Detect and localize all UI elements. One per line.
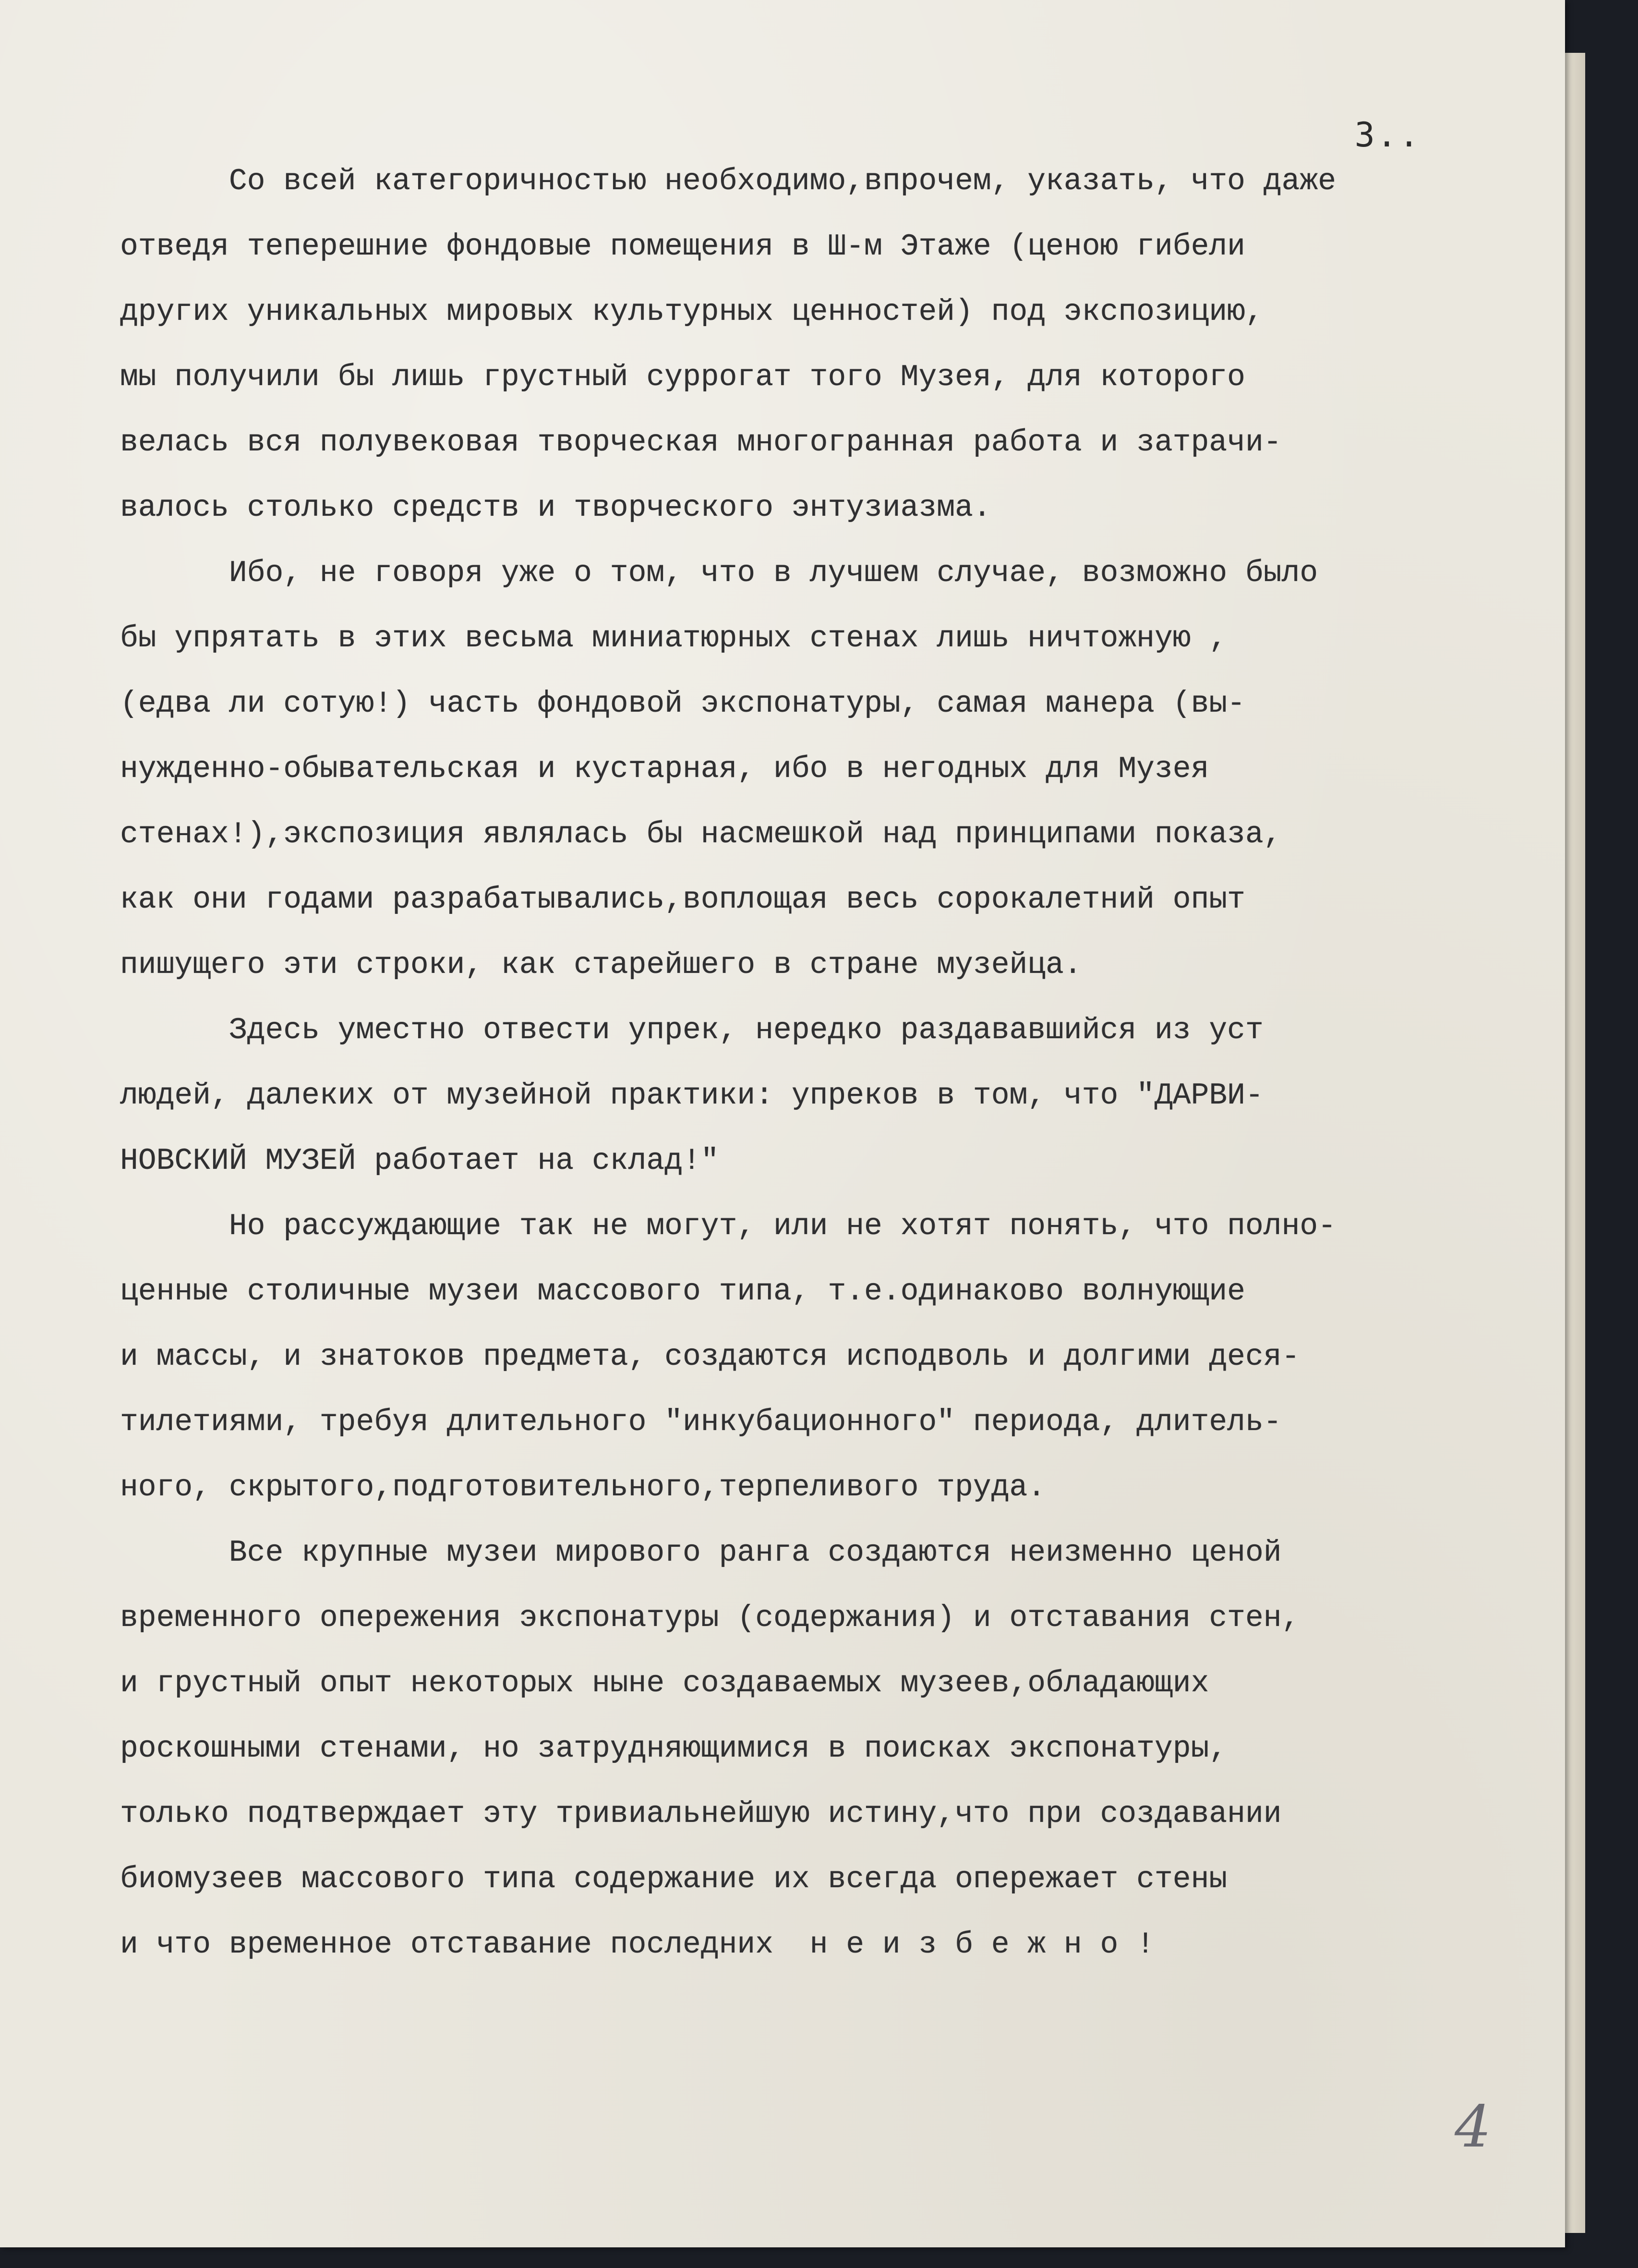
text-line: Здесь уместно отвести упрек, нередко раздававшийся из уст [120, 1013, 1264, 1047]
text-line: бы упрятать в этих весьма миниатюрных стенах лишь ничтожную , [120, 621, 1228, 655]
page-number: 3.. [1354, 115, 1421, 155]
text-line: только подтверждает эту тривиальнейшую истину,что при создавании [120, 1797, 1282, 1831]
text-line: как они годами разрабатывались,воплощая весь сорокалетний опыт [120, 883, 1245, 917]
text-line: нужденно-обывательская и кустарная, ибо в негодных для Музея [120, 752, 1209, 786]
text-line: и что временное отставание последних н е и з б е ж н о ! [120, 1928, 1155, 1962]
text-line: тилетиями, требуя длительного "инкубационного" периода, длитель- [120, 1405, 1282, 1439]
text-line: валось столько средств и творческого энтузиазма. [120, 491, 991, 525]
text-line: Со всей категоричностью необходимо,впрочем, указать, что даже [120, 164, 1337, 198]
text-line: Все крупные музеи мирового ранга создаются неизменно ценой [120, 1536, 1282, 1570]
text-line: людей, далеких от музейной практики: упреков в том, что "ДАРВИ- [120, 1079, 1264, 1113]
text-line: отведя теперешние фондовые помещения в Ш-м Этаже (ценою гибели [120, 230, 1245, 264]
handwritten-folio-number: 4 [1455, 2094, 1492, 2160]
text-line: Ибо, не говоря уже о том, что в лучшем случае, возможно было [120, 556, 1318, 590]
text-line: и массы, и знатоков предмета, создаются исподволь и долгими деся- [120, 1340, 1300, 1374]
text-line: ценные столичные музеи массового типа, т.е.одинаково волнующие [120, 1274, 1245, 1309]
text-line: велась вся полувековая творческая многогранная работа и затрачи- [120, 425, 1282, 460]
text-line: биомузеев массового типа содержание их всегда опережает стены [120, 1862, 1228, 1896]
text-line: (едва ли сотую!) часть фондовой экспонатуры, самая манера (вы- [120, 687, 1245, 721]
text-line: пишущего эти строки, как старейшего в стране музейца. [120, 948, 1082, 982]
text-line: других уникальных мировых культурных ценностей) под экспозицию, [120, 295, 1264, 329]
text-line: ного, скрытого,подготовительного,терпеливого труда. [120, 1470, 1046, 1504]
text-line: мы получили бы лишь грустный суррогат того Музея, для которого [120, 360, 1245, 394]
text-line: НОВСКИЙ МУЗЕЙ работает на склад!" [120, 1144, 719, 1178]
text-line: Но рассуждающие так не могут, или не хотят понять, что полно- [120, 1209, 1337, 1243]
text-line: временного опережения экспонатуры (содержания) и отставания стен, [120, 1601, 1300, 1635]
page-body [120, 149, 1512, 1977]
text-line: и грустный опыт некоторых ныне создаваемых музеев,обладающих [120, 1666, 1209, 1700]
text-line: роскошными стенами, но затрудняющимися в поисках экспонатуры, [120, 1732, 1228, 1766]
text-line: стенах!),экспозиция являлась бы насмешкой над принципами показа, [120, 817, 1282, 851]
